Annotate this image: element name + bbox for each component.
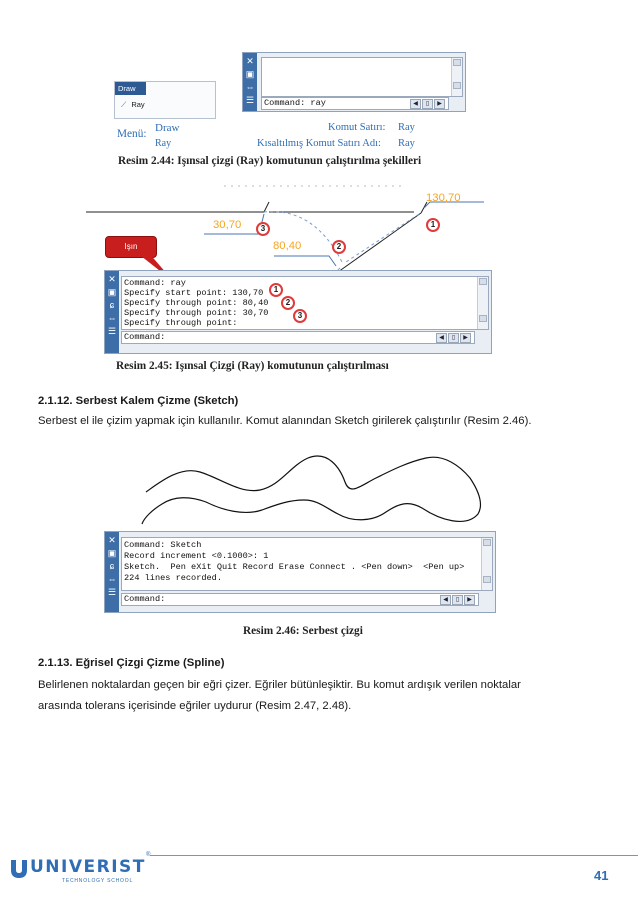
caption-fig-2-45: Resim 2.45: Işınsal Çizgi (Ray) komutunun çalıştırılması [116, 360, 389, 372]
draw-menu-title[interactable]: Draw [115, 82, 146, 95]
logo-mark-icon [8, 856, 30, 880]
label-kisa-ray: Ray [398, 138, 415, 149]
command-history[interactable] [121, 276, 489, 330]
resize-icon[interactable]: ⇔ [107, 313, 117, 323]
command-input-text: Command: ray [264, 98, 326, 108]
close-icon[interactable]: ✕ [246, 56, 254, 66]
label-menu-ray: Ray [155, 138, 172, 149]
command-history[interactable] [121, 537, 493, 591]
history-line-1: Command: Sketch [124, 540, 202, 550]
callout-isin-label: Işın [124, 242, 138, 251]
close-icon[interactable]: ✕ [108, 274, 116, 284]
label-komut-satiri: Komut Satırı: [328, 122, 386, 133]
footer-logo [8, 848, 156, 888]
label-komut-ray: Ray [398, 122, 415, 133]
history-line-2: Record increment <0.1000>: 1 [124, 551, 269, 561]
command-input[interactable] [121, 593, 479, 606]
history-line-3: Sketch. Pen eXit Quit Record Erase Connect . <Pen down> <Pen up> [124, 562, 465, 572]
history-scrollbar[interactable] [477, 277, 488, 329]
marker-3-diagram: 3 [256, 222, 270, 236]
history-line-4: Specify through point: 30,70 [124, 308, 269, 318]
command-scroll-buttons[interactable]: ◀ ▯ ▶ [436, 333, 471, 342]
caption-fig-2-46: Resim 2.46: Serbest çizgi [243, 625, 363, 637]
history-scrollbar[interactable] [451, 58, 462, 96]
settings-icon[interactable]: ▣ [107, 548, 117, 558]
command-input[interactable] [261, 97, 449, 110]
command-window-sidebar [243, 53, 257, 111]
label-menu: Menü: [117, 128, 147, 140]
logo-wordmark: UNIVERIST [30, 857, 146, 877]
menu-item-ray-label: Ray [131, 100, 145, 109]
label-menu-draw: Draw [155, 122, 180, 134]
command-window-sidebar [105, 271, 119, 353]
registered-mark: ® [146, 852, 151, 858]
paragraph-spline-line2: arasında tolerans içerisinde eğriler uydurur (Resim 2.47, 2.48). [38, 700, 352, 712]
command-scroll-buttons[interactable]: ◀ ▯ ▶ [440, 595, 475, 604]
history-scrollbar[interactable] [481, 538, 492, 590]
footer-divider [150, 855, 638, 856]
customize-icon[interactable]: ɕ [109, 561, 115, 571]
command-input[interactable] [121, 331, 475, 344]
draw-menu [114, 81, 216, 119]
freehand-sketch [140, 444, 510, 534]
heading-sketch: 2.1.12. Serbest Kalem Çizme (Sketch) [38, 395, 239, 407]
history-line-5: Specify through point: [124, 318, 238, 328]
history-line-3: Specify through point: 80,40 [124, 298, 269, 308]
properties-icon[interactable]: ☰ [107, 587, 117, 597]
settings-icon[interactable]: ▣ [245, 69, 255, 79]
history-line-1: Command: ray [124, 278, 186, 288]
settings-icon[interactable]: ▣ [107, 287, 117, 297]
properties-icon[interactable]: ☰ [107, 326, 117, 336]
command-window-sketch [104, 531, 496, 613]
command-scroll-buttons[interactable]: ◀ ▯ ▶ [410, 99, 445, 108]
marker-2-diagram: 2 [332, 240, 346, 254]
resize-icon[interactable]: ⇔ [245, 82, 255, 92]
command-input-text: Command: [124, 594, 166, 604]
command-window-ray [242, 52, 466, 112]
label-kisaltilmis: Kısaltılmış Komut Satırı Adı: [257, 138, 381, 149]
marker-3-history: 3 [293, 309, 307, 323]
heading-spline: 2.1.13. Eğrisel Çizgi Çizme (Spline) [38, 657, 225, 669]
command-history[interactable] [261, 57, 463, 97]
properties-icon[interactable]: ☰ [245, 95, 255, 105]
paragraph-sketch: Serbest el ile çizim yapmak için kullanılır. Komut alanından Sketch girilerek çalıştırılır (Resim 2.46). [38, 415, 532, 427]
resize-icon[interactable]: ⇔ [107, 574, 117, 584]
menu-item-ray[interactable] [121, 99, 145, 111]
coord-label-130-70: 130,70 [426, 192, 461, 204]
command-window-sidebar [105, 532, 119, 612]
logo-tagline: TECHNOLOGY SCHOOL [62, 878, 134, 884]
history-line-2: Specify start point: 130,70 [124, 288, 264, 298]
coord-label-30-70: 30,70 [213, 219, 242, 231]
close-icon[interactable]: ✕ [108, 535, 116, 545]
customize-icon[interactable]: ɕ [109, 300, 115, 310]
caption-fig-2-44: Resim 2.44: Işınsal çizgi (Ray) komutunun çalıştırılma şekilleri [118, 155, 422, 167]
command-input-text: Command: [124, 332, 166, 342]
page-number: 41 [594, 868, 609, 883]
history-line-4: 224 lines recorded. [124, 573, 222, 583]
coord-label-80-40: 80,40 [273, 240, 302, 252]
paragraph-spline-line1: Belirlenen noktalardan geçen bir eğri çizer. Eğriler bütünleşiktir. Bu komut ardışık verilen noktalar [38, 679, 521, 691]
ray-icon: ⟋ [121, 100, 127, 109]
marker-1-diagram: 1 [426, 218, 440, 232]
marker-1-history: 1 [269, 283, 283, 297]
marker-2-history: 2 [281, 296, 295, 310]
